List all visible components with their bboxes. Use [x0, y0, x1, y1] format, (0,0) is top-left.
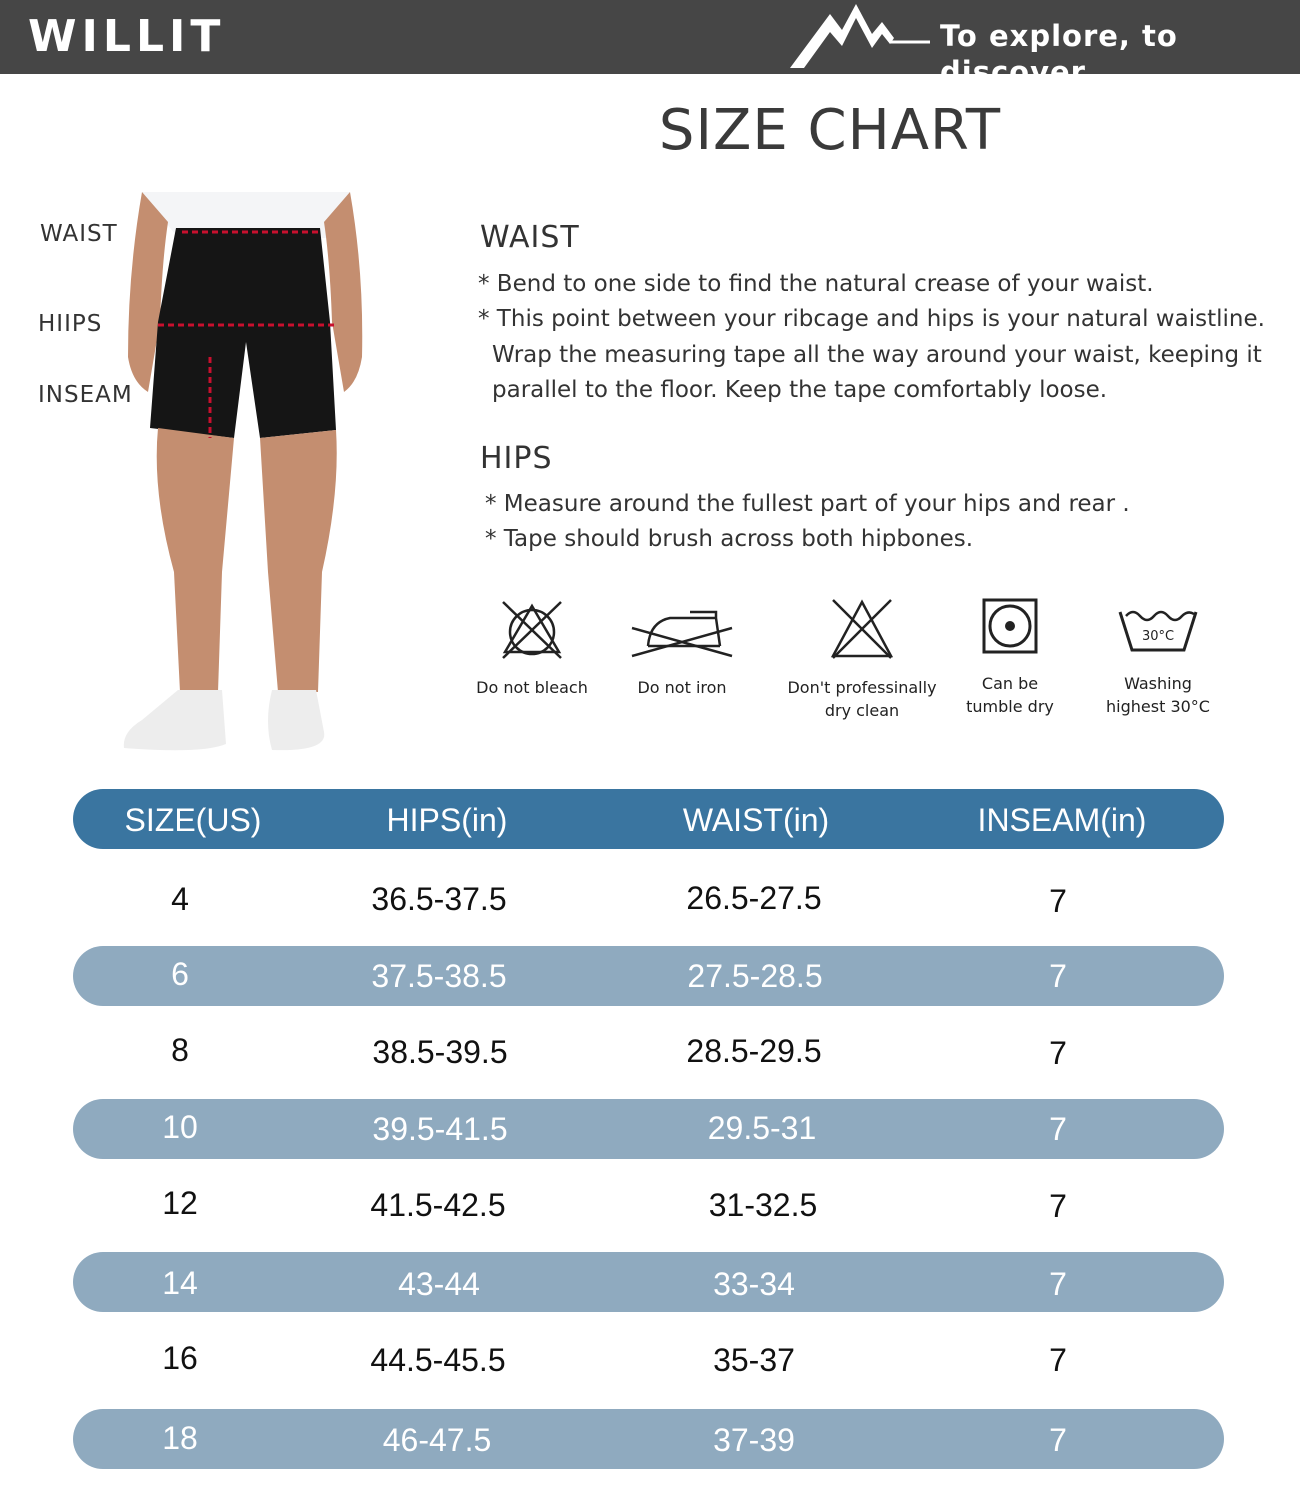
table-cell-inseam: 7 [1049, 1422, 1067, 1458]
hips-line-1: * Measure around the fullest part of your hips and rear . [485, 491, 1130, 517]
table-cell-size: 12 [162, 1185, 198, 1221]
table-cell-size: 14 [162, 1265, 198, 1301]
waist-line-1: * Bend to one side to find the natural crease of your waist. [478, 271, 1154, 297]
wash-30-icon [1116, 596, 1200, 656]
care-label-line2: dry clean [824, 701, 900, 720]
care-label: Do not bleach [476, 678, 588, 697]
wash-temp-text: 30°C [1141, 629, 1175, 644]
table-cell-hips: 38.5-39.5 [372, 1034, 508, 1070]
table-cell-size: 18 [162, 1420, 198, 1456]
page-title: SIZE CHART [658, 98, 1002, 163]
header-size: SIZE(US) [124, 802, 262, 838]
table-cell-waist: 28.5-29.5 [686, 1033, 822, 1069]
waist-line-2: * This point between your ribcage and hips is your natural waistline. [478, 306, 1265, 332]
table-cell-inseam: 7 [1049, 1342, 1067, 1378]
table-cell-size: 6 [171, 956, 189, 992]
table-cell-hips: 39.5-41.5 [372, 1111, 508, 1147]
table-cell-inseam: 7 [1049, 958, 1067, 994]
care-label: Do not iron [637, 678, 727, 697]
table-cell-size: 4 [171, 881, 189, 917]
care-item-iron [622, 596, 742, 726]
table-cell-hips: 43-44 [398, 1266, 480, 1302]
table-cell-size: 10 [162, 1109, 198, 1145]
table-cell-waist: 31-32.5 [708, 1187, 818, 1223]
care-item-bleach [470, 596, 594, 726]
table-cell-waist: 26.5-27.5 [686, 880, 822, 916]
care-label-line2: tumble dry [966, 697, 1054, 716]
brand-logo: WILLIT [28, 11, 226, 62]
table-cell-inseam: 7 [1049, 1188, 1067, 1224]
header-inseam: INSEAM(in) [977, 802, 1147, 838]
waist-line-4: parallel to the floor. Keep the tape comfortably loose. [492, 377, 1108, 403]
top-banner [0, 0, 1300, 89]
care-item-tumble [960, 596, 1060, 726]
hips-section-title: HIPS [480, 441, 553, 476]
table-cell-waist: 33-34 [713, 1266, 795, 1302]
inseam-label: INSEAM [38, 382, 133, 408]
care-label-line2: highest 30°C [1106, 697, 1210, 716]
hips-label: HIIPS [38, 311, 103, 337]
do-not-iron-icon [630, 596, 734, 662]
table-cell-waist: 37-39 [713, 1422, 795, 1458]
care-label-line1: Don't professinally [787, 678, 937, 697]
table-cell-hips: 44.5-45.5 [370, 1342, 506, 1378]
header-waist: WAIST(in) [682, 802, 830, 838]
table-cell-hips: 36.5-37.5 [371, 881, 507, 917]
slogan: To explore, to discover [940, 19, 1178, 89]
waist-label: WAIST [40, 221, 118, 247]
table-cell-waist: 35-37 [713, 1342, 795, 1378]
do-not-bleach-icon [499, 596, 565, 662]
tumble-dry-icon [981, 596, 1039, 656]
table-cell-inseam: 7 [1049, 1111, 1067, 1147]
do-not-dry-clean-icon [829, 596, 895, 662]
table-cell-waist: 29.5-31 [707, 1110, 817, 1146]
table-cell-inseam: 7 [1049, 1035, 1067, 1071]
header-hips: HIPS(in) [386, 802, 508, 838]
mountain-logo-icon [790, 4, 930, 68]
table-cell-inseam: 7 [1049, 883, 1067, 919]
waist-line-3: Wrap the measuring tape all the way around your waist, keeping it [492, 342, 1262, 368]
table-cell-size: 16 [162, 1340, 198, 1376]
table-cell-hips: 37.5-38.5 [371, 958, 507, 994]
care-item-wash [1098, 596, 1218, 726]
table-cell-hips: 46-47.5 [382, 1422, 492, 1458]
table-cell-hips: 41.5-42.5 [370, 1187, 506, 1223]
care-item-dry-clean [782, 596, 942, 726]
table-cell-inseam: 7 [1049, 1266, 1067, 1302]
table-cell-waist: 27.5-28.5 [687, 958, 823, 994]
care-label-line1: Washing [1124, 674, 1192, 693]
waist-section-title: WAIST [480, 220, 580, 255]
hips-line-2: * Tape should brush across both hipbones. [485, 526, 974, 552]
table-cell-size: 8 [171, 1032, 189, 1068]
care-label-line1: Can be [981, 674, 1039, 693]
model-figure [118, 192, 368, 757]
